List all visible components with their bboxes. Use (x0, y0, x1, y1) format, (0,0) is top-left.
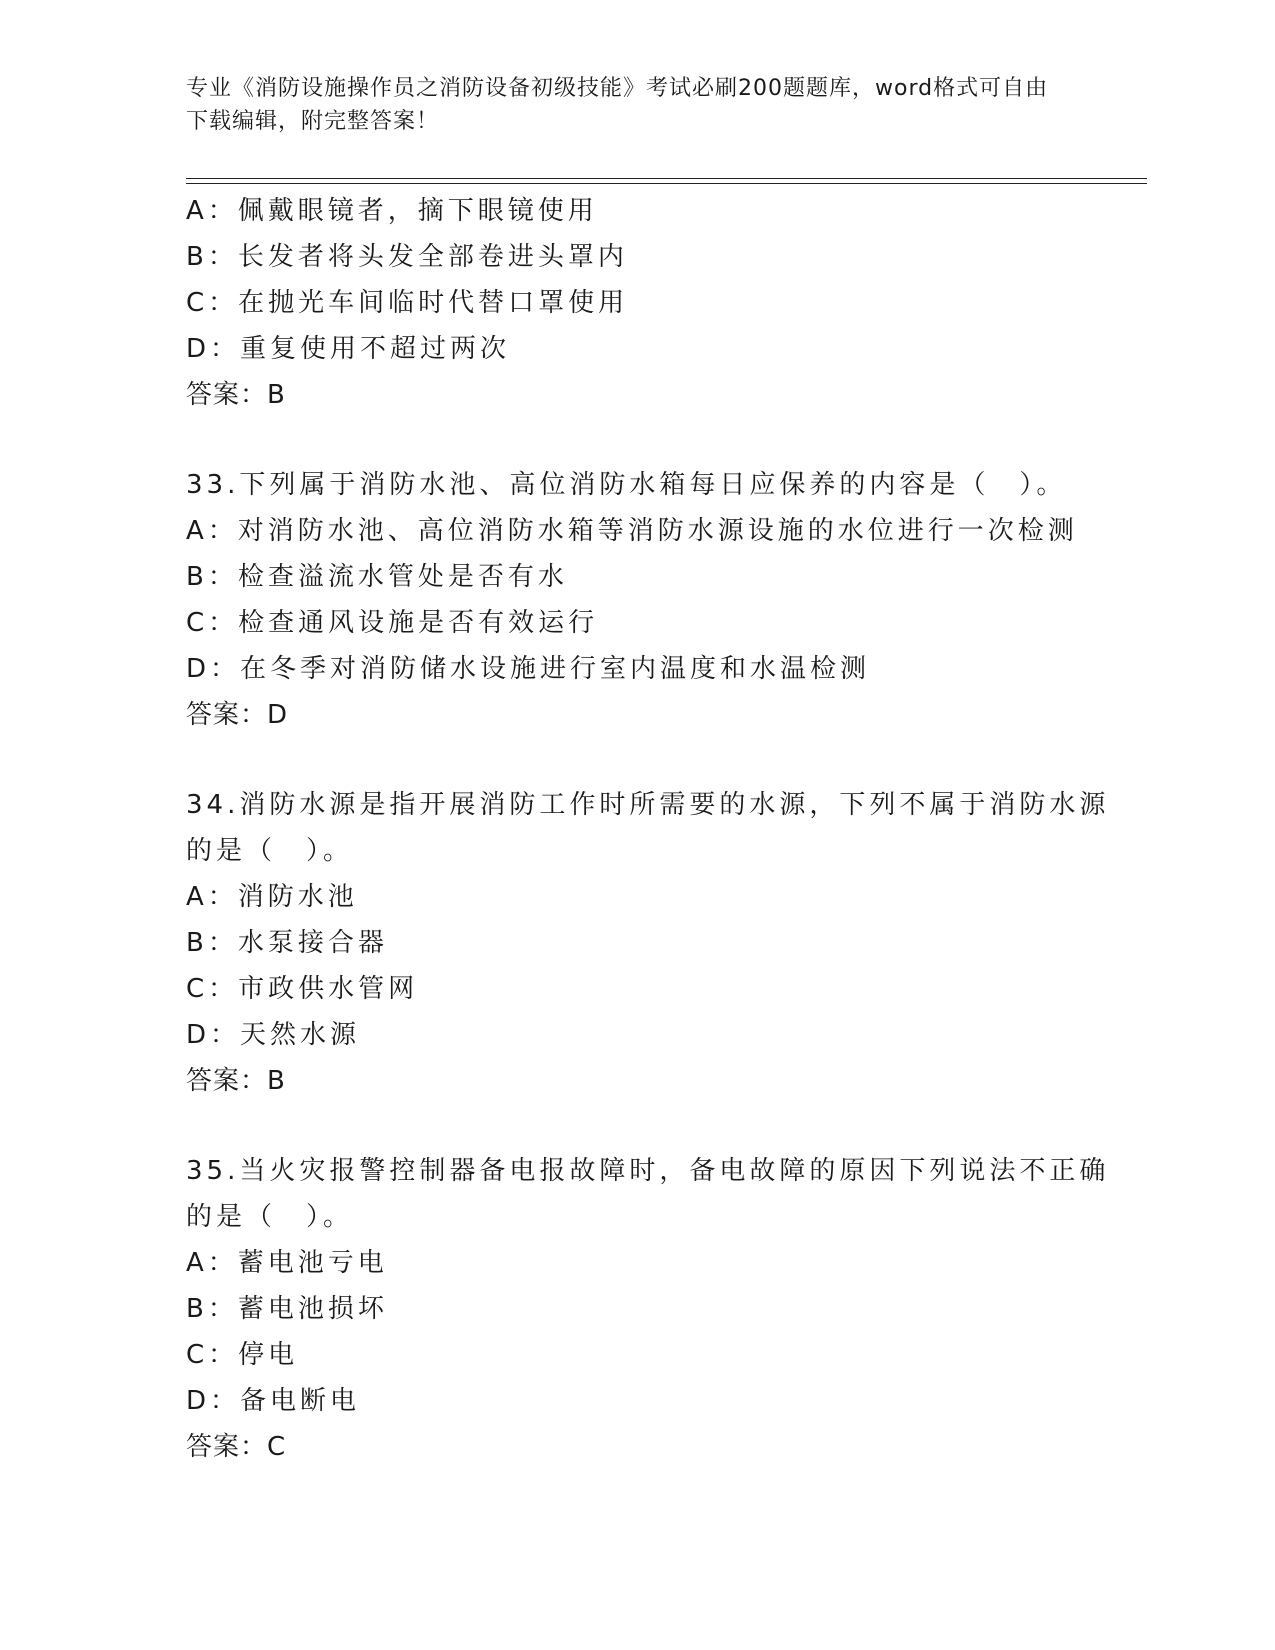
question-stem: 34.消防水源是指开展消防工作时所需要的水源，下列不属于消防水源 (186, 790, 1110, 820)
answer-line: 答案：C (186, 1432, 287, 1462)
option-a: A：佩戴眼镜者，摘下眼镜使用 (186, 196, 598, 226)
option-c: C：停电 (186, 1340, 299, 1370)
document-body (186, 188, 1110, 1470)
option-b: B：蓄电池损坏 (186, 1294, 388, 1324)
answer-line: 答案：B (186, 380, 286, 410)
answer-line: 答案：D (186, 700, 289, 730)
option-c: C：在抛光车间临时代替口罩使用 (186, 288, 629, 318)
question-partial (186, 188, 1086, 418)
option-b: B：检查溢流水管处是否有水 (186, 562, 568, 592)
question-stem-cont: 的是（ ）。 (186, 836, 354, 866)
option-a: A：蓄电池亏电 (186, 1248, 388, 1278)
option-b: B：水泵接合器 (186, 928, 388, 958)
header-title: 专业《消防设施操作员之消防设备初级技能》考试必刷200题题库，word格式可自由下载编辑，附完整答案！ (186, 76, 1049, 134)
question-stem-cont: 的是（ ）。 (186, 1202, 354, 1232)
option-a: A：对消防水池、高位消防水箱等消防水源设施的水位进行一次检测 (186, 516, 1078, 546)
option-d: D：备电断电 (186, 1386, 361, 1416)
answer-line: 答案：B (186, 1066, 286, 1096)
question-33 (186, 462, 1086, 738)
option-c: C：检查通风设施是否有效运行 (186, 608, 599, 638)
question-35 (186, 1148, 1110, 1470)
document-header (186, 72, 1066, 138)
question-34 (186, 782, 1110, 1104)
option-d: D：在冬季对消防储水设施进行室内温度和水温检测 (186, 654, 871, 684)
option-d: D：重复使用不超过两次 (186, 334, 511, 364)
header-rule-bottom (186, 183, 1147, 184)
option-a: A：消防水池 (186, 882, 358, 912)
header-rule-top (186, 178, 1147, 179)
option-c: C：市政供水管网 (186, 974, 419, 1004)
option-b: B：长发者将头发全部卷进头罩内 (186, 242, 628, 272)
question-stem: 33.下列属于消防水池、高位消防水箱每日应保养的内容是（ ）。 (186, 470, 1067, 500)
option-d: D：天然水源 (186, 1020, 361, 1050)
question-stem: 35.当火灾报警控制器备电报故障时，备电故障的原因下列说法不正确 (186, 1156, 1110, 1186)
